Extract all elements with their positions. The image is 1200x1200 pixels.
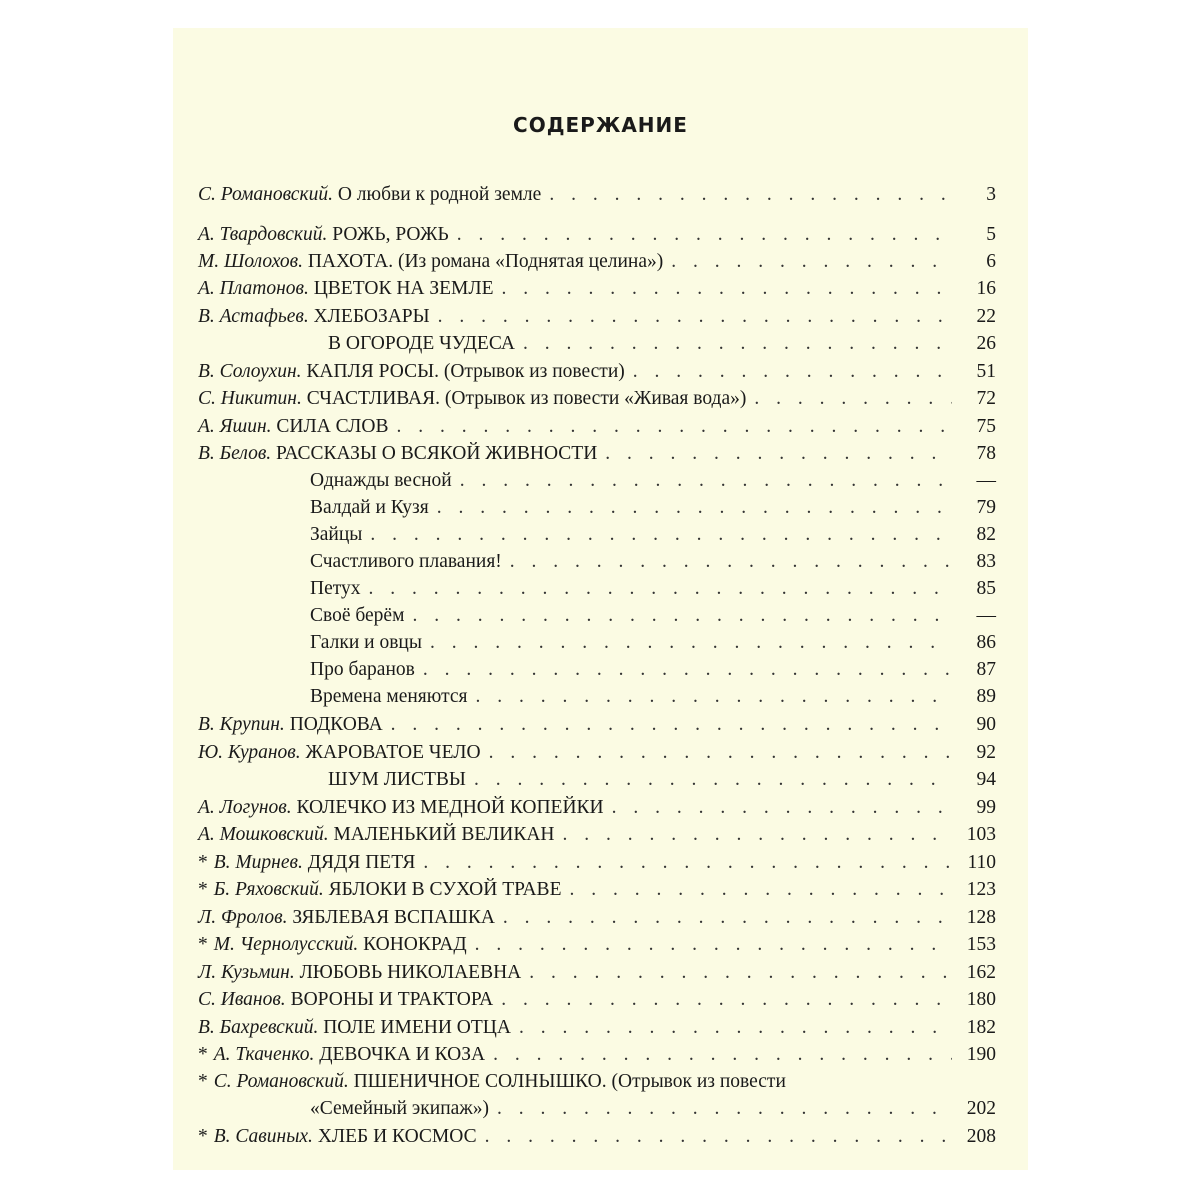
toc-entry-content [198, 1041, 485, 1068]
dot-leader [475, 683, 952, 710]
toc-entry-page-number: 85 [976, 578, 996, 599]
toc-entry-author: С. Никитин. [198, 388, 302, 409]
toc-entry [198, 440, 996, 467]
toc-entry-page-number: 26 [976, 333, 996, 354]
toc-entry [198, 181, 996, 208]
toc-entry-author: В. Мирнев. [213, 852, 303, 873]
toc-entry-content [198, 221, 449, 248]
toc-entry-author: Л. Кузьмин. [198, 962, 295, 983]
toc-entry [198, 986, 996, 1013]
toc-entry-content [198, 181, 541, 208]
dot-leader [549, 181, 952, 208]
toc-entry-title: СЧАСТЛИВАЯ. (Отрывок из повести «Живая вода») [306, 388, 747, 409]
dot-leader [391, 711, 952, 738]
toc-entry-author: М. Чернолусский. [213, 934, 359, 955]
toc-entry [198, 656, 996, 683]
toc-entry [198, 849, 996, 876]
toc-entry-author: А. Мошковский. [198, 824, 329, 845]
book-page [173, 28, 1028, 1170]
toc-entry-content [198, 248, 663, 275]
toc-entry-title: ЛЮБОВЬ НИКОЛАЕВНА [299, 962, 522, 983]
toc-entry [198, 575, 996, 602]
toc-entry-page-number: 90 [976, 714, 996, 735]
toc-entry [198, 248, 996, 275]
toc-entry-author: Л. Фролов. [198, 907, 288, 928]
toc-entry-title: Галки и овцы [310, 632, 422, 653]
toc-entry-author: В. Бахревский. [198, 1017, 319, 1038]
toc-entry-title: ПОЛЕ ИМЕНИ ОТЦА [323, 1017, 511, 1038]
toc-entry-content [198, 821, 555, 848]
toc-entry-title: Валдай и Кузя [310, 497, 429, 518]
toc-entry-title: ДЯДЯ ПЕТЯ [307, 852, 416, 873]
toc-entry-content [198, 711, 383, 738]
toc-entry [198, 904, 996, 931]
toc-entry-page-number: 94 [976, 769, 996, 790]
toc-entry-title: Петух [310, 578, 361, 599]
toc-entry-page-number: 180 [966, 989, 996, 1010]
toc-entry-title: КОНОКРАД [363, 934, 467, 955]
toc-entry-page-number: — [976, 605, 996, 626]
toc-entry-content [198, 575, 361, 602]
toc-entry-title: ПШЕНИЧНОЕ СОЛНЫШКО. (Отрывок из повести [353, 1071, 786, 1092]
dot-leader [475, 931, 952, 958]
dot-leader [523, 330, 952, 357]
toc-entry-title: Однажды весной [310, 470, 452, 491]
toc-entry-content [198, 548, 502, 575]
toc-entry-title: ЯБЛОКИ В СУХОЙ ТРАВЕ [328, 879, 562, 900]
toc-entry-content [198, 440, 597, 467]
toc-entry-page-number: 82 [976, 524, 996, 545]
toc-entry-content [198, 986, 493, 1013]
toc-entry [198, 1095, 996, 1122]
toc-entry [198, 711, 996, 738]
toc-entry-page-number: 72 [976, 388, 996, 409]
toc-entry [198, 1123, 996, 1150]
toc-entry-content [198, 303, 430, 330]
dot-leader [369, 575, 952, 602]
toc-entry [198, 931, 996, 958]
toc-entry-title: ПОДКОВА [289, 714, 383, 735]
toc-entry-author: А. Яшин. [198, 416, 272, 437]
toc-entry-author: Б. Ряховский. [213, 879, 324, 900]
toc-entry-author: А. Логунов. [198, 797, 292, 818]
toc-entry [198, 494, 996, 521]
toc-entry [198, 330, 996, 357]
toc-entry-title: Времена меняются [310, 686, 468, 707]
toc-entry-title: Своё берём [310, 605, 405, 626]
toc-entry-page-number: 153 [966, 934, 996, 955]
toc-entry-content [198, 413, 388, 440]
toc-entry-author: В. Крупин. [198, 714, 285, 735]
toc-entry-page-number: 103 [966, 824, 996, 845]
toc-entry-page-number: 87 [976, 659, 996, 680]
dot-leader [510, 548, 952, 575]
toc-entry [198, 1041, 996, 1068]
dot-leader [460, 467, 952, 494]
toc-entry [198, 739, 996, 766]
toc-entry-page-number: 99 [976, 797, 996, 818]
toc-entry-page-number: 3 [986, 184, 996, 205]
dot-leader [412, 602, 952, 629]
toc-entry-title: ХЛЕБ И КОСМОС [317, 1126, 477, 1147]
toc-entry-page-number: 75 [976, 416, 996, 437]
dot-leader [423, 656, 952, 683]
toc-entry [198, 521, 996, 548]
toc-entry-title: КОЛЕЧКО ИЗ МЕДНОЙ КОПЕЙКИ [296, 797, 604, 818]
toc-entry-author: В. Солоухин. [198, 361, 302, 382]
toc-entry-page-number: 83 [976, 551, 996, 572]
toc-entry-content [198, 330, 515, 357]
toc-entry-author: В. Белов. [198, 443, 272, 464]
toc-entry-mark: * [198, 879, 208, 900]
toc-entry-page-number: 208 [966, 1126, 996, 1147]
toc-entry-mark: * [198, 852, 208, 873]
dot-leader [569, 876, 952, 903]
dot-leader [370, 521, 952, 548]
dot-leader [396, 413, 952, 440]
toc-entry-page-number: 6 [986, 251, 996, 272]
toc-entry-page-number: 162 [966, 962, 996, 983]
toc-entry-content [198, 849, 415, 876]
toc-entry-page-number: 16 [976, 278, 996, 299]
toc-entry-page-number: — [976, 470, 996, 491]
toc-entry-content [198, 1068, 786, 1095]
toc-entry-title: МАЛЕНЬКИЙ ВЕЛИКАН [333, 824, 555, 845]
toc-entry-content [198, 904, 495, 931]
dot-leader [497, 1095, 952, 1122]
toc-entry [198, 221, 996, 248]
toc-entry-content [198, 521, 362, 548]
dot-leader [501, 986, 952, 1013]
toc-entry [198, 821, 996, 848]
toc-entry-content [198, 1014, 511, 1041]
toc-entry-content [198, 959, 521, 986]
dot-leader [430, 629, 952, 656]
toc-entry [198, 794, 996, 821]
toc-entry-author: М. Шолохов. [198, 251, 303, 272]
toc-entry-content [198, 766, 466, 793]
toc-entry-author: А. Твардовский. [198, 224, 328, 245]
dot-leader [423, 849, 952, 876]
toc-entry-page-number: 128 [966, 907, 996, 928]
toc-entry-page-number: 92 [976, 742, 996, 763]
toc-entry-page-number: 86 [976, 632, 996, 653]
toc-entry-content [198, 1123, 477, 1150]
dot-leader [563, 821, 953, 848]
toc-entry-content [198, 739, 481, 766]
toc-entry-title: ХЛЕБОЗАРЫ [313, 306, 430, 327]
toc-entry-author: С. Романовский. [198, 184, 333, 205]
toc-entry-content [198, 358, 625, 385]
toc-entry-title: Счастливого плавания! [310, 551, 502, 572]
toc-entry-title: ЗЯБЛЕВАЯ ВСПАШКА [292, 907, 495, 928]
toc-entry-page-number: 78 [976, 443, 996, 464]
dot-leader [457, 221, 952, 248]
toc-entry [198, 467, 996, 494]
toc-entry-title: РАССКАЗЫ О ВСЯКОЙ ЖИВНОСТИ [276, 443, 598, 464]
dot-leader [489, 739, 952, 766]
dot-leader [671, 248, 952, 275]
toc-entry-title: РОЖЬ, РОЖЬ [332, 224, 449, 245]
toc-entry-page-number: 182 [966, 1017, 996, 1038]
toc-entry-content [198, 467, 452, 494]
dot-leader [612, 794, 952, 821]
toc-entry-title: ЦВЕТОК НА ЗЕМЛЕ [313, 278, 494, 299]
toc-entry [198, 548, 996, 575]
toc-entry [198, 876, 996, 903]
toc-entry-page-number: 22 [976, 306, 996, 327]
dot-leader [754, 385, 952, 412]
dot-leader [605, 440, 952, 467]
dot-leader [493, 1041, 952, 1068]
toc-entry-content [198, 876, 561, 903]
toc-entry-mark: * [198, 934, 208, 955]
dot-leader [633, 358, 952, 385]
toc-entry-content [198, 385, 746, 412]
toc-entry-author: Ю. Куранов. [198, 742, 301, 763]
toc-entry-author: А. Ткаченко. [213, 1044, 315, 1065]
toc-entry-title: ЖАРОВАТОЕ ЧЕЛО [305, 742, 481, 763]
toc-entry-page-number: 202 [966, 1098, 996, 1119]
toc-entry-author: А. Платонов. [198, 278, 309, 299]
toc-entry [198, 275, 996, 302]
toc-entry-content [198, 794, 604, 821]
toc-entry-author: С. Романовский. [213, 1071, 349, 1092]
toc-entry [198, 1014, 996, 1041]
toc-entry-author: В. Савиных. [213, 1126, 313, 1147]
toc-entry-title: Зайцы [310, 524, 363, 545]
toc-entry [198, 303, 996, 330]
toc-entry-page-number: 190 [966, 1044, 996, 1065]
toc-entry-page-number: 110 [967, 852, 996, 873]
toc-entry-title: ВОРОНЫ И ТРАКТОРА [290, 989, 494, 1010]
toc-entry-content [198, 602, 404, 629]
toc-entry-title: «Семейный экипаж») [310, 1098, 490, 1119]
toc-entry-title: СИЛА СЛОВ [276, 416, 389, 437]
dot-leader [502, 275, 952, 302]
toc-entry-page-number: 123 [966, 879, 996, 900]
toc-entry [198, 766, 996, 793]
toc-entry [198, 385, 996, 412]
toc-entry [198, 959, 996, 986]
dot-leader [529, 959, 952, 986]
toc-entry-title: КАПЛЯ РОСЫ. (Отрывок из повести) [306, 361, 625, 382]
dot-leader [438, 303, 952, 330]
dot-leader [485, 1123, 952, 1150]
toc-entry [198, 358, 996, 385]
dot-leader [474, 766, 952, 793]
toc-entry-author: С. Иванов. [198, 989, 286, 1010]
toc-entry-title: ШУМ ЛИСТВЫ [328, 769, 466, 790]
page-title: СОДЕРЖАНИЕ [513, 113, 688, 137]
toc-entry-content [198, 629, 422, 656]
toc-entry-content [198, 656, 415, 683]
dot-leader [503, 904, 952, 931]
toc-entry-content [198, 494, 429, 521]
toc-entry-title: О любви к родной земле [337, 184, 542, 205]
toc-entry [198, 1068, 996, 1095]
toc-entry [198, 683, 996, 710]
toc-entry-mark: * [198, 1044, 208, 1065]
toc-entry-author: В. Астафьев. [198, 306, 309, 327]
toc-entry-title: В ОГОРОДЕ ЧУДЕСА [328, 333, 515, 354]
toc-entry [198, 629, 996, 656]
toc-entry-title: ПАХОТА. (Из романа «Поднятая целина») [307, 251, 664, 272]
toc-entry-title: Про баранов [310, 659, 415, 680]
toc-entry-mark: * [198, 1126, 208, 1147]
toc-entry-content [198, 1095, 489, 1122]
toc-entry-page-number: 51 [976, 361, 996, 382]
toc-entry-content [198, 275, 494, 302]
toc-entry-content [198, 683, 467, 710]
dot-leader [437, 494, 952, 521]
toc-entry-content [198, 931, 467, 958]
toc-entry [198, 413, 996, 440]
dot-leader [519, 1014, 952, 1041]
toc-entry-page-number: 79 [976, 497, 996, 518]
toc-entry-mark: * [198, 1071, 208, 1092]
toc-entry-title: ДЕВОЧКА И КОЗА [319, 1044, 486, 1065]
toc-entry [198, 602, 996, 629]
toc-entry-page-number: 89 [976, 686, 996, 707]
toc-entry-page-number: 5 [986, 224, 996, 245]
